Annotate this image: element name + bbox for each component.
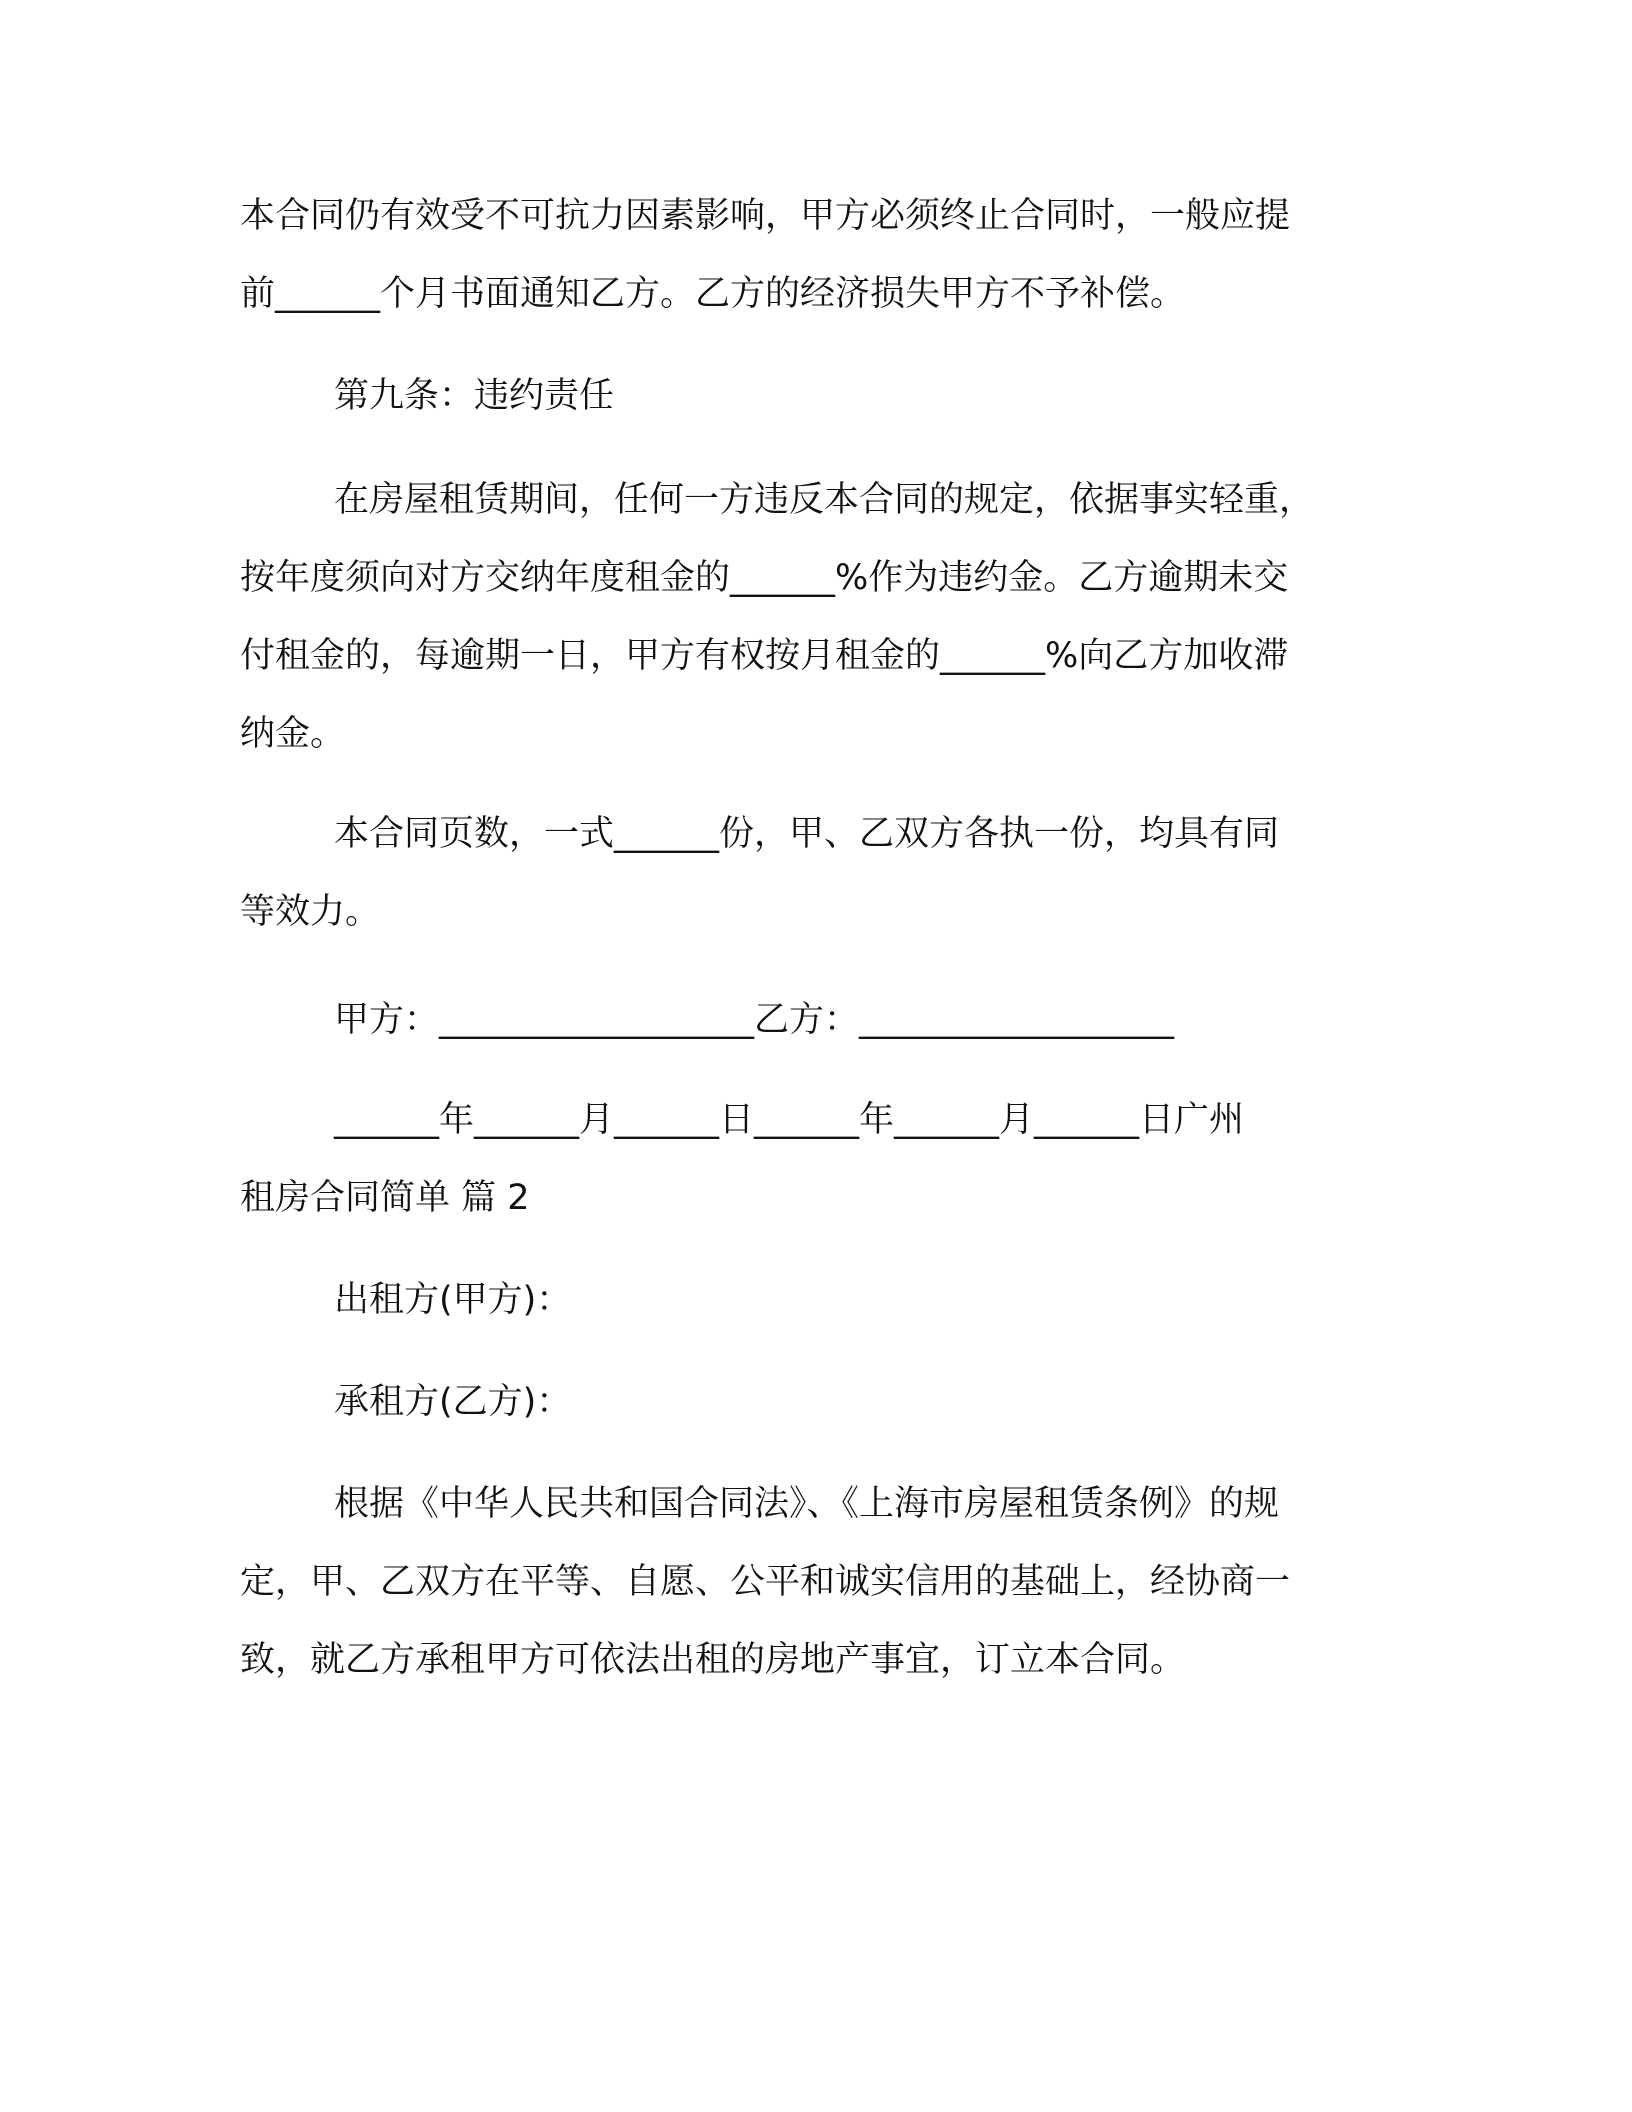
paragraph-line: 致，就乙方承租甲方可依法出租的房地产事宜，订立本合同。 bbox=[240, 1640, 1186, 1680]
paragraph-line: 定，甲、乙双方在平等、自愿、公平和诚实信用的基础上，经协商一 bbox=[240, 1562, 1291, 1602]
signature-line: 甲方：__________________乙方：__________________ bbox=[334, 1000, 1175, 1040]
paragraph-line: 本合同仍有效受不可抗力因素影响，甲方必须终止合同时，一般应提 bbox=[240, 196, 1291, 236]
paragraph-line: 前______个月书面通知乙方。乙方的经济损失甲方不予补偿。 bbox=[240, 274, 1186, 314]
lessor-label: 出租方(甲方)： bbox=[334, 1280, 572, 1320]
paragraph-line: 按年度须向对方交纳年度租金的______%作为违约金。乙方逾期未交 bbox=[240, 558, 1289, 598]
paragraph-line: 本合同页数，一式______份，甲、乙双方各执一份，均具有同 bbox=[334, 814, 1280, 854]
paragraph-line: 纳金。 bbox=[240, 714, 346, 754]
paragraph-line: 在房屋租赁期间，任何一方违反本合同的规定，依据事实轻重， bbox=[334, 480, 1315, 520]
lessee-label: 承租方(乙方)： bbox=[334, 1382, 572, 1422]
document-title: 租房合同简单 篇 2 bbox=[240, 1178, 530, 1218]
section-heading: 第九条：违约责任 bbox=[334, 376, 615, 416]
paragraph-line: 根据《中华人民共和国合同法》、《上海市房屋租赁条例》的规 bbox=[334, 1484, 1280, 1524]
paragraph-line: 付租金的，每逾期一日，甲方有权按月租金的______%向乙方加收滞 bbox=[240, 636, 1289, 676]
paragraph-line: 等效力。 bbox=[240, 892, 381, 932]
date-line: ______年______月______日______年______月______日广州 bbox=[334, 1100, 1245, 1140]
